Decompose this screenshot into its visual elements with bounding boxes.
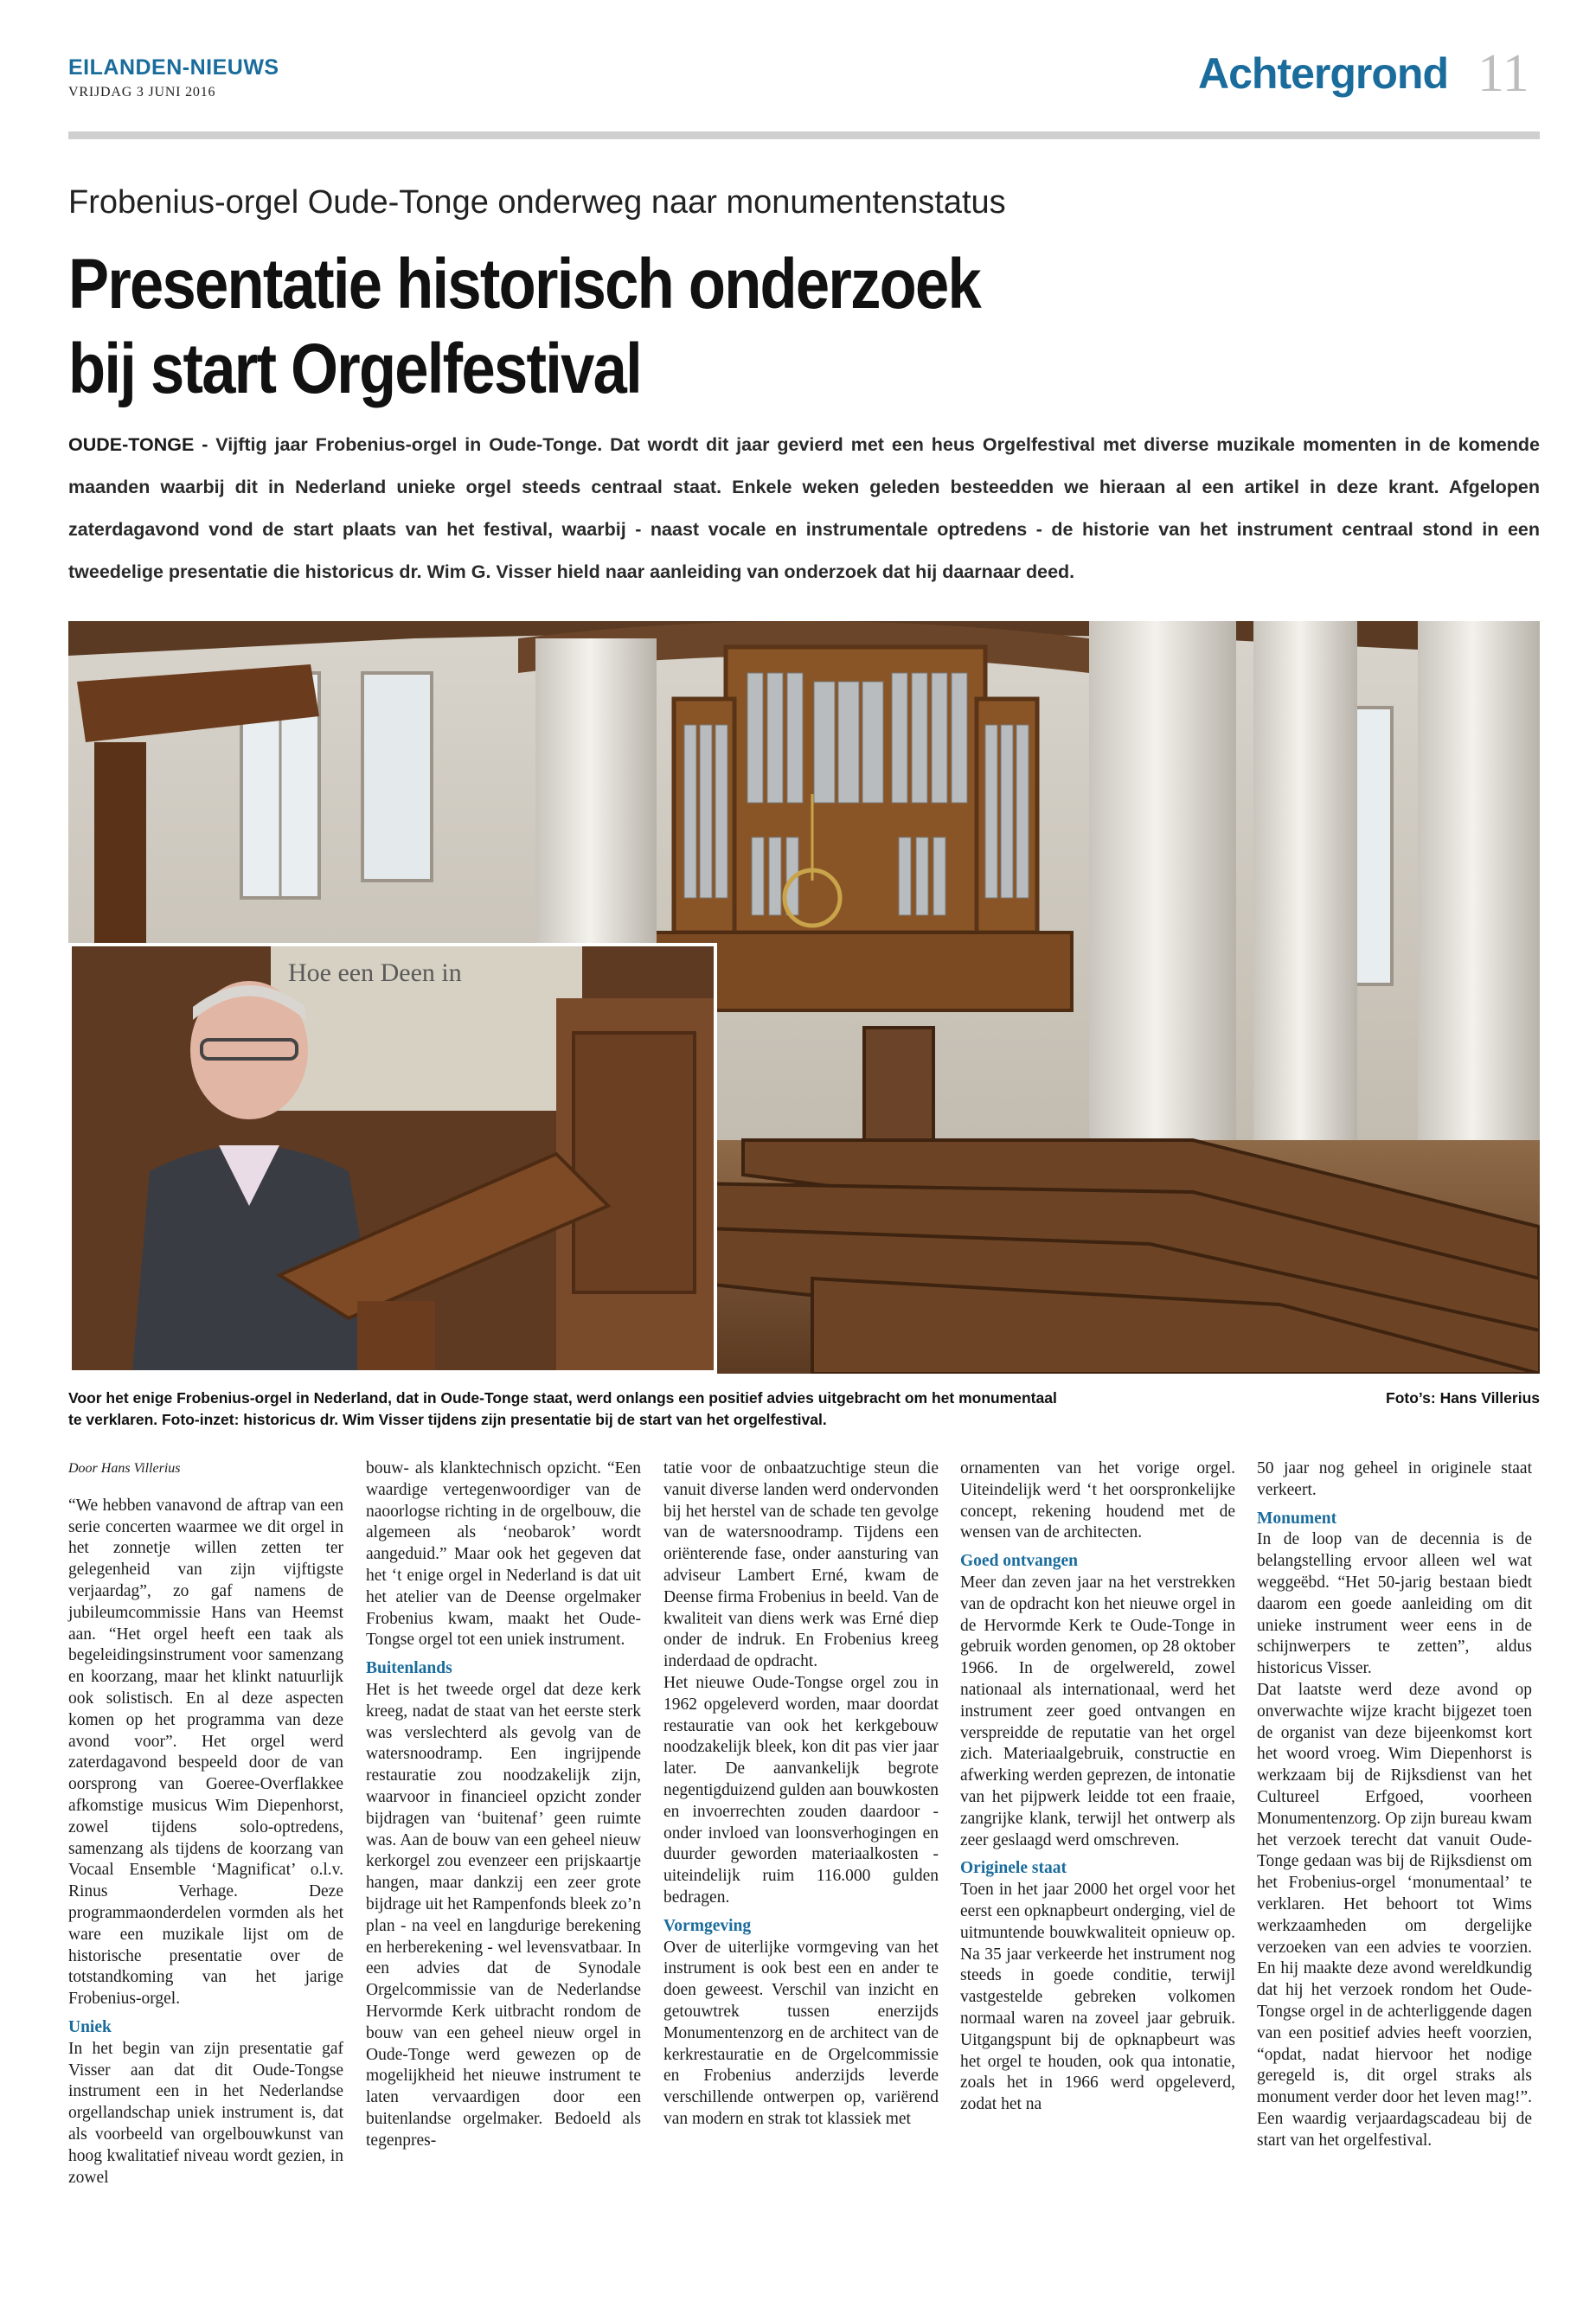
body-column-4 xyxy=(960,1458,1235,2116)
header-rule xyxy=(68,131,1540,139)
headline-line-1: Presentatie historisch onderzoek xyxy=(68,245,981,324)
subheading-goed-ontvangen: Goed ontvangen xyxy=(960,1552,1078,1571)
section-title: Achtergrond xyxy=(1198,49,1448,98)
masthead-logo: EILANDEN-NIEUWS xyxy=(68,55,279,80)
article-lead xyxy=(68,424,1540,593)
article-kicker: Frobenius-orgel Oude-Tonge onderweg naar monumentenstatus xyxy=(68,184,1006,221)
paragraph: Meer dan zeven jaar na het verstrekken van de opdracht kon het nieuwe orgel in de Hervormde Kerk te Oude-Tonge in gebruik worden genomen, op 28 oktober 1966. In de orgelwereld, zowel nationaal als internationaal, werd het instrument zeer goed ontvangen en verspreidde de reputatie van het orgel zich. Materiaalgebruik, constructie en afwerking werden geprezen, de intonatie van het pijpwerk leidde tot een fraaie, zangrijke klank, terwijl het ontwerp als zeer geslaagd werd omschreven. xyxy=(960,1573,1235,1849)
article-headline xyxy=(68,242,1333,412)
subheading-monument: Monument xyxy=(1257,1509,1337,1528)
headline-line-2: bij start Orgelfestival xyxy=(68,330,641,408)
body-column-2 xyxy=(366,1458,641,2152)
subheading-uniek: Uniek xyxy=(68,2017,112,2036)
paragraph: tatie voor de onbaatzuchtige steun die vanuit diverse landen werd ondervonden bij het herstel van de schade ten gevolge van de watersnoodramp. Tijdens een oriënterende fase, onder aansturing van adviseur Lambert Erné, kwam de Deense firma Frobenius in beeld. Van de kwaliteit van diens werk was Erné diep onder de indruk. En Frobenius kreeg inderdaad de opdracht. xyxy=(663,1459,939,1671)
body-column-5 xyxy=(1257,1458,1532,2152)
paragraph: Het nieuwe Oude-Tongse orgel zou in 1962 opgeleverd worden, maar doordat restauratie van ook het kerkgebouw noodzakelijk bleek, kon dit pas vier jaar later. De aanvankelijk begrote negentigduizend gulden aan bouwkosten en invoerrechten zouden daardoor - onder invloed van loonsverhogingen en duurder geworden materiaalkosten - uiteindelijk ruim 116.000 gulden bedragen. xyxy=(663,1673,939,1907)
photo-caption xyxy=(68,1388,1540,1431)
issue-date: VRIJDAG 3 JUNI 2016 xyxy=(68,85,216,99)
lead-text: Vijftig jaar Frobenius-orgel in Oude-Tonge. Dat wordt dit jaar gevierd met een heus Orgelfestival met diverse muzikale momenten in de komende maanden waarbij dit in Nederland unieke orgel steeds centraal staat. Enkele weken geleden besteedden we hieraan al een artikel in deze krant. Afgelopen zaterdagavond vond de start plaats van het festival, waarbij - naast vocale en instrumentale optredens - de historie van het instrument centraal stond in een tweedelige presentatie die historicus dr. Wim G. Visser hield naar aanleiding van onderzoek dat hij daarnaar deed. xyxy=(68,434,1540,582)
body-column-1 xyxy=(68,1458,343,2189)
paragraph: In het begin van zijn presentatie gaf Visser aan dat dit Oude-Tongse instrument een in het Nederlandse orgellandschap uniek instrument is, dat als voorbeeld van orgelbouwkunst van hoog kwalitatief niveau wordt gezien, in zowel xyxy=(68,2039,343,2187)
paragraph: “We hebben vanavond de aftrap van een serie concerten waarmee we dit orgel in het zonnetje willen zetten ter gelegenheid van zijn vijftigste verjaardag”, zo gaf namens de jubileumcommissie Hans van Heemst aan. “Het orgel heeft een taak als begeleidingsinstrument voor samenzang en koorzang, maar het klinkt natuurlijk ook solistisch. En al deze aspecten komen op het programma van deze avond voor”. Het orgel werd zaterdagavond bespeeld door de van oorsprong van Goeree-Overflakkee afkomstige musicus Wim Diepenhorst, zowel tijdens solo-optredens, samenzang als tijdens de koorzang van Vocaal Ensemble ‘Magnificat’ o.l.v. Rinus Verhage. Deze programmaonderdelen vormden als het ware een muzikale lijst om de historische presentatie over de totstandkoming van het jarige Frobenius-orgel. xyxy=(68,1496,343,2009)
lead-location: OUDE-TONGE - xyxy=(68,434,216,455)
speaker-inset-photo xyxy=(68,943,717,1374)
paragraph: Over de uiterlijke vormgeving van het instrument is ook best een en ander te doen geweest. Verschil van inzicht en getouwtrek tussen enerzijds Monumentenzorg en de architect van de kerkrestauratie en de Orgelcommissie en Frobenius anderzijds leverde verschillende ontwerpen op, variërend van modern en strak tot klassiek met xyxy=(663,1938,939,2128)
paragraph: Het is het tweede orgel dat deze kerk kreeg, nadat de staat van het eerste sterk was verslechterd als gevolg van de watersnoodramp. Een ingrijpende restauratie zou noodzakelijk zijn, waarvoor in financieel opzicht zonder bijdragen van ‘buitenaf’ geen ruimte was. Aan de bouw van een geheel nieuw kerkorgel zou evenzeer een prijskaartje hangen, maar dankzij een zeer grote bijdrage uit het Rampenfonds bleek zo’n plan - na veel en langdurige berekening en herberekening - wel levensvatbaar. In een advies dat de Synodale Orgelcommissie van de Nederlandse Hervormde Kerk uitbracht rondom de bouw van een geheel nieuw orgel in Oude-Tonge werd gewezen op de mogelijkheid het nieuwe instrument te laten vervaardigen door een buitenlandse orgelmaker. Bedoeld als tegenpres- xyxy=(366,1680,641,2150)
byline: Door Hans Villerius xyxy=(68,1461,181,1476)
page-number: 11 xyxy=(1477,44,1529,103)
paragraph: bouw- als klanktechnisch opzicht. “Een waardige vertegenwoordiger van de naoorlogse richting in de orgelbouw, die algemeen als ‘neobarok’ wordt aangeduid.” Maar ook het gegeven dat het ‘t enige orgel in Nederland is dat uit het atelier van de Deense orgelmaker Frobenius kwam, maakt het Oude-Tongse orgel tot een uniek instrument. xyxy=(366,1459,641,1650)
paragraph: ornamenten van het vorige orgel. Uiteindelijk werd ‘t het oorspronkelijke concept, rekening houdend met de wensen van de architecten. xyxy=(960,1459,1235,1542)
subheading-buitenlands: Buitenlands xyxy=(366,1659,452,1678)
slide-text: Hoe een Deen in xyxy=(288,958,462,987)
subheading-originele-staat: Originele staat xyxy=(960,1859,1067,1878)
caption-text: Voor het enige Frobenius-orgel in Nederland, dat in Oude-Tonge staat, werd onlangs een positief advies uitgebracht om het monumentaal te verklaren. Foto-inzet: historicus dr. Wim Visser tijdens zijn presentatie bij de start van het orgelfestival. xyxy=(68,1389,1057,1428)
paragraph: Toen in het jaar 2000 het orgel voor het eerst een opknapbeurt onderging, viel de uitmuntende bouwkwaliteit opnieuw op. Na 35 jaar verkeerde het instrument nog steeds in goede conditie, terwijl vastgestelde gebreken volkomen normaal waren na zoveel jaar gebruik. Uitgangspunt bij de opknapbeurt was het orgel te houden, ook qua intonatie, zoals het in 1966 werd opgeleverd, zodat het na xyxy=(960,1881,1235,2114)
body-column-3 xyxy=(663,1458,939,2131)
paragraph: In de loop van de decennia is de belangstelling ervoor alleen wel wat weggeëbd. “Het 50-jarig bestaan biedt daarom een goede aanleiding om dit unieke instrument weer eens in de schijnwerpers te zetten”, aldus historicus Visser. xyxy=(1257,1530,1532,1678)
paragraph: 50 jaar nog geheel in originele staat verkeert. xyxy=(1257,1459,1532,1499)
paragraph: Dat laatste werd deze avond op onverwachte wijze kracht bijgezet toen de organist van deze bijeenkomst kort het woord vroeg. Wim Diepenhorst is werkzaam bij de Rijksdienst van het Cultureel Erfgoed, voorheen Monumentenzorg. Op zijn bureau kwam het verzoek terecht dat vanuit Oude-Tonge gedaan was bij de Rijksdienst om het Frobenius-orgel ‘monumentaal’ te verklaren. Het behoort tot Wims werkzaamheden om dergelijke verzoeken van een advies te voorzien. En hij maakte deze avond wereldkundig dat hij het verzoek rondom het Oude-Tongse orgel in de achterliggende dagen van een positief advies heeft voorzien, “opdat, nadat hiervoor het nodige geregeld is, dit orgel straks als monument verder door het leven mag!”. Een waardig verjaardagscadeau bij de start van het orgelfestival. xyxy=(1257,1680,1532,2150)
subheading-vormgeving: Vormgeving xyxy=(663,1916,752,1935)
photo-credit: Foto’s: Hans Villerius xyxy=(1386,1389,1540,1407)
